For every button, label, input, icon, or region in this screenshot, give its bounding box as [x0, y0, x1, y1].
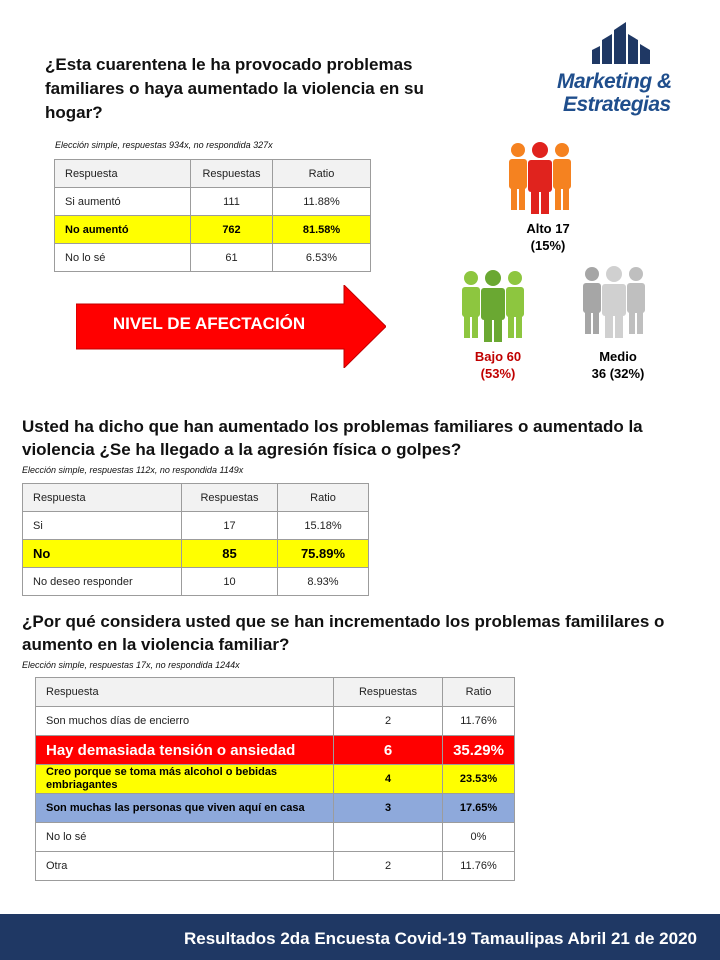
- impact-arrow-label: NIVEL DE AFECTACIÓN: [112, 314, 306, 333]
- cell-ratio: 11.76%: [443, 852, 515, 881]
- cell-count: 4: [334, 765, 443, 794]
- question-1-title: ¿Esta cuarentena le ha provocado problemas familiares o haya aumentado la violencia en su hogar?: [45, 55, 424, 122]
- question-1-note: Elección simple, respuestas 934x, no respondida 327x: [55, 140, 273, 150]
- cell-count: 10: [182, 568, 278, 596]
- people-medium-icon: [577, 264, 651, 338]
- cell-answer: No aumentó: [55, 216, 191, 244]
- table-header-row: [55, 160, 371, 188]
- cell-answer: Otra: [36, 852, 334, 881]
- cell-answer: Creo porque se toma más alcohol o bebidas embriagantes: [36, 765, 334, 794]
- cell-ratio: 81.58%: [273, 216, 371, 244]
- cell-answer: No lo sé: [36, 823, 334, 852]
- cell-ratio: 0%: [443, 823, 515, 852]
- cell-answer: Si: [23, 512, 182, 540]
- cell-ratio: 35.29%: [443, 736, 515, 765]
- table-row: [23, 568, 369, 596]
- table-row-highlighted: [55, 216, 371, 244]
- cell-count: 61: [191, 244, 273, 272]
- table-row-highlighted: [23, 540, 369, 568]
- table-row-highlighted-red: [36, 736, 515, 765]
- cell-answer: No deseo responder: [23, 568, 182, 596]
- question-3-title: ¿Por qué considera usted que se han incrementado los problemas famililares o aumento en la violencia familiar?: [22, 612, 665, 654]
- cell-ratio: 11.76%: [443, 707, 515, 736]
- level-medium-label: [578, 348, 658, 382]
- cell-ratio: 8.93%: [278, 568, 369, 596]
- header-respuesta: Respuesta: [36, 678, 334, 707]
- question-2-title: Usted ha dicho que han aumentado los problemas familiares o aumentado la violencia ¿Se ha llegado a la agresión física o golpes?: [22, 417, 643, 459]
- cell-ratio: 15.18%: [278, 512, 369, 540]
- header-respuestas: Respuestas: [182, 484, 278, 512]
- level-low-count: Bajo 60: [474, 349, 522, 364]
- cell-count: 2: [334, 852, 443, 881]
- header-respuestas: Respuestas: [334, 678, 443, 707]
- question-2-table: [22, 483, 369, 596]
- header-respuesta: Respuesta: [23, 484, 182, 512]
- cell-ratio: 6.53%: [273, 244, 371, 272]
- cell-ratio: 17.65%: [443, 794, 515, 823]
- cell-count: 111: [191, 188, 273, 216]
- table-header-row: [36, 678, 515, 707]
- cell-count: 2: [334, 707, 443, 736]
- table-header-row: [23, 484, 369, 512]
- table-row: [36, 707, 515, 736]
- cell-count: 17: [182, 512, 278, 540]
- header-ratio: Ratio: [278, 484, 369, 512]
- cell-ratio: 11.88%: [273, 188, 371, 216]
- table-row-highlighted-blue: [36, 794, 515, 823]
- table-row: [55, 188, 371, 216]
- footer-title: Resultados 2da Encuesta Covid-19 Tamaulipas Abril 21 de 2020: [183, 929, 697, 948]
- cell-answer: Hay demasiada tensión o ansiedad: [36, 736, 334, 765]
- level-medium-name: Medio: [599, 349, 637, 364]
- table-row: [23, 512, 369, 540]
- cell-answer: No: [23, 540, 182, 568]
- level-high-label: [508, 220, 588, 254]
- logo-text-estrategias: Estrategias: [563, 93, 671, 116]
- cell-count: 3: [334, 794, 443, 823]
- level-high-count: Alto 17: [526, 221, 570, 236]
- table-row: [55, 244, 371, 272]
- level-low-label: [458, 348, 538, 382]
- cell-count: 85: [182, 540, 278, 568]
- cell-answer: No lo sé: [55, 244, 191, 272]
- cell-count: [334, 823, 443, 852]
- level-medium-count: 36 (32%): [591, 366, 645, 381]
- level-high-percent: (15%): [530, 238, 566, 253]
- table-row-highlighted-yellow: [36, 765, 515, 794]
- logo-text-marketing: Marketing &: [557, 70, 672, 93]
- question-2-note: Elección simple, respuestas 112x, no respondida 1149x: [22, 465, 244, 475]
- logo-buildings-icon: [588, 20, 660, 72]
- header-ratio: Ratio: [443, 678, 515, 707]
- cell-ratio: 75.89%: [278, 540, 369, 568]
- question-3-table: [35, 677, 515, 881]
- cell-answer: Son muchos días de encierro: [36, 707, 334, 736]
- header-respuestas: Respuestas: [191, 160, 273, 188]
- cell-count: 762: [191, 216, 273, 244]
- cell-ratio: 23.53%: [443, 765, 515, 794]
- question-3-note: Elección simple, respuestas 17x, no respondida 1244x: [22, 660, 240, 670]
- header-respuesta: Respuesta: [55, 160, 191, 188]
- cell-answer: Si aumentó: [55, 188, 191, 216]
- cell-count: 6: [334, 736, 443, 765]
- cell-answer: Son muchas las personas que viven aquí en casa: [36, 794, 334, 823]
- level-low-percent: (53%): [480, 366, 516, 381]
- header-ratio: Ratio: [273, 160, 371, 188]
- table-row: [36, 823, 515, 852]
- table-row: [36, 852, 515, 881]
- question-1-table: [54, 159, 371, 272]
- people-low-icon: [456, 268, 530, 342]
- people-high-icon: [503, 140, 577, 214]
